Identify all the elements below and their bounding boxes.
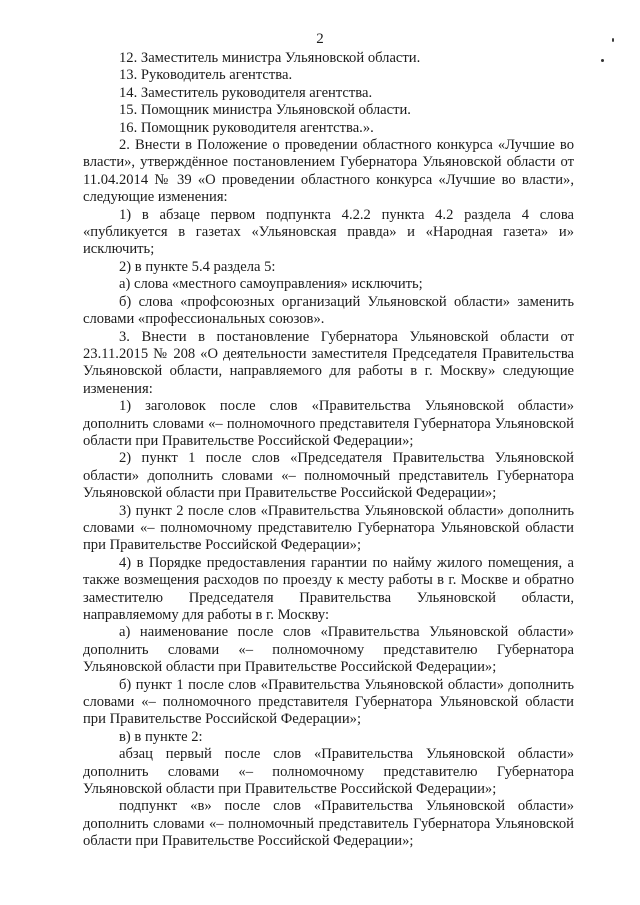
paragraph: а) наименование после слов «Правительства Ульяновской области» дополнить словами «– полномочному представителю Губернатора Ульяновской области при Правительстве Российской Федерации»; [83, 624, 574, 676]
paragraph: 2) в пункте 5.4 раздела 5: [119, 258, 276, 275]
paragraph: 15. Помощник министра Ульяновской области. [119, 102, 411, 119]
scan-speck [612, 38, 614, 42]
page-number: 2 [316, 31, 324, 47]
paragraph: 16. Помощник руководителя агентства.». [119, 119, 374, 136]
paragraph: 3) пункт 2 после слов «Правительства Ульяновской области» дополнить словами «– полномочному представителю Губернатора Ульяновской области при Правительстве Российской Федерации»; [83, 502, 574, 554]
paragraph: абзац первый после слов «Правительства Ульяновской области» дополнить словами «– полномочному представителю Губернатора Ульяновской области при Правительстве Российской Федерации»; [83, 746, 574, 798]
paragraph: подпункт «в» после слов «Правительства Ульяновской области» дополнить словами «– полномочный представитель Губернатора Ульяновской области при Правительстве Российской Федерации»; [83, 798, 574, 850]
paragraph: 2) пункт 1 после слов «Председателя Правительства Ульяновской области» дополнить словами «– полномочный представитель Губернатора Ульяновской области при Правительстве Российской Федерации»; [83, 450, 574, 502]
paragraph: 3. Внести в постановление Губернатора Ульяновской области от 23.11.2015 № 208 «О деятельности заместителя Председателя Правительства Ульяновской области, направляемого для работы в г. Москву» следующие изменения: [83, 328, 574, 397]
paragraph: б) слова «профсоюзных организаций Ульяновской области» заменить словами «профессиональных союзов». [83, 293, 574, 328]
paragraph: 12. Заместитель министра Ульяновской области. [119, 50, 421, 66]
paragraph: 1) в абзаце первом подпункта 4.2.2 пункта 4.2 раздела 4 слова «публикуется в газетах «Ульяновская правда» и «Народная газета» и» исключить; [83, 206, 574, 258]
paragraph: 13. Руководитель агентства. [119, 67, 293, 84]
paragraph: 4) в Порядке предоставления гарантии по найму жилого помещения, а также возмещения расходов по проезду к месту работы в г. Москве и обратно заместителю Председателя Правительства Ульяновской области, направляемому для работы в г. Москву: [83, 554, 574, 623]
paragraph: 1) заголовок после слов «Правительства Ульяновской области» дополнить словами «– полномочного представителя Губернатора Ульяновской области при Правительстве Российской Федерации»; [83, 398, 574, 449]
scan-speck [601, 59, 604, 62]
document-body [83, 50, 574, 851]
paragraph: 2. Внести в Положение о проведении областного конкурса «Лучшие во власти», утверждённое постановлением Губернатора Ульяновской области от 11.04.2014 № 39 «О проведении областного конкурса «Лучшие во власти», следующие изменения: [83, 137, 574, 206]
paragraph: в) в пункте 2: [119, 728, 203, 745]
paragraph: а) слова «местного самоуправления» исключить; [119, 276, 423, 293]
paragraph: б) пункт 1 после слов «Правительства Ульяновской области» дополнить словами «– полномочного представителя Губернатора Ульяновской области при Правительстве Российской Федерации»; [83, 676, 574, 728]
paragraph: 14. Заместитель руководителя агентства. [119, 84, 373, 101]
